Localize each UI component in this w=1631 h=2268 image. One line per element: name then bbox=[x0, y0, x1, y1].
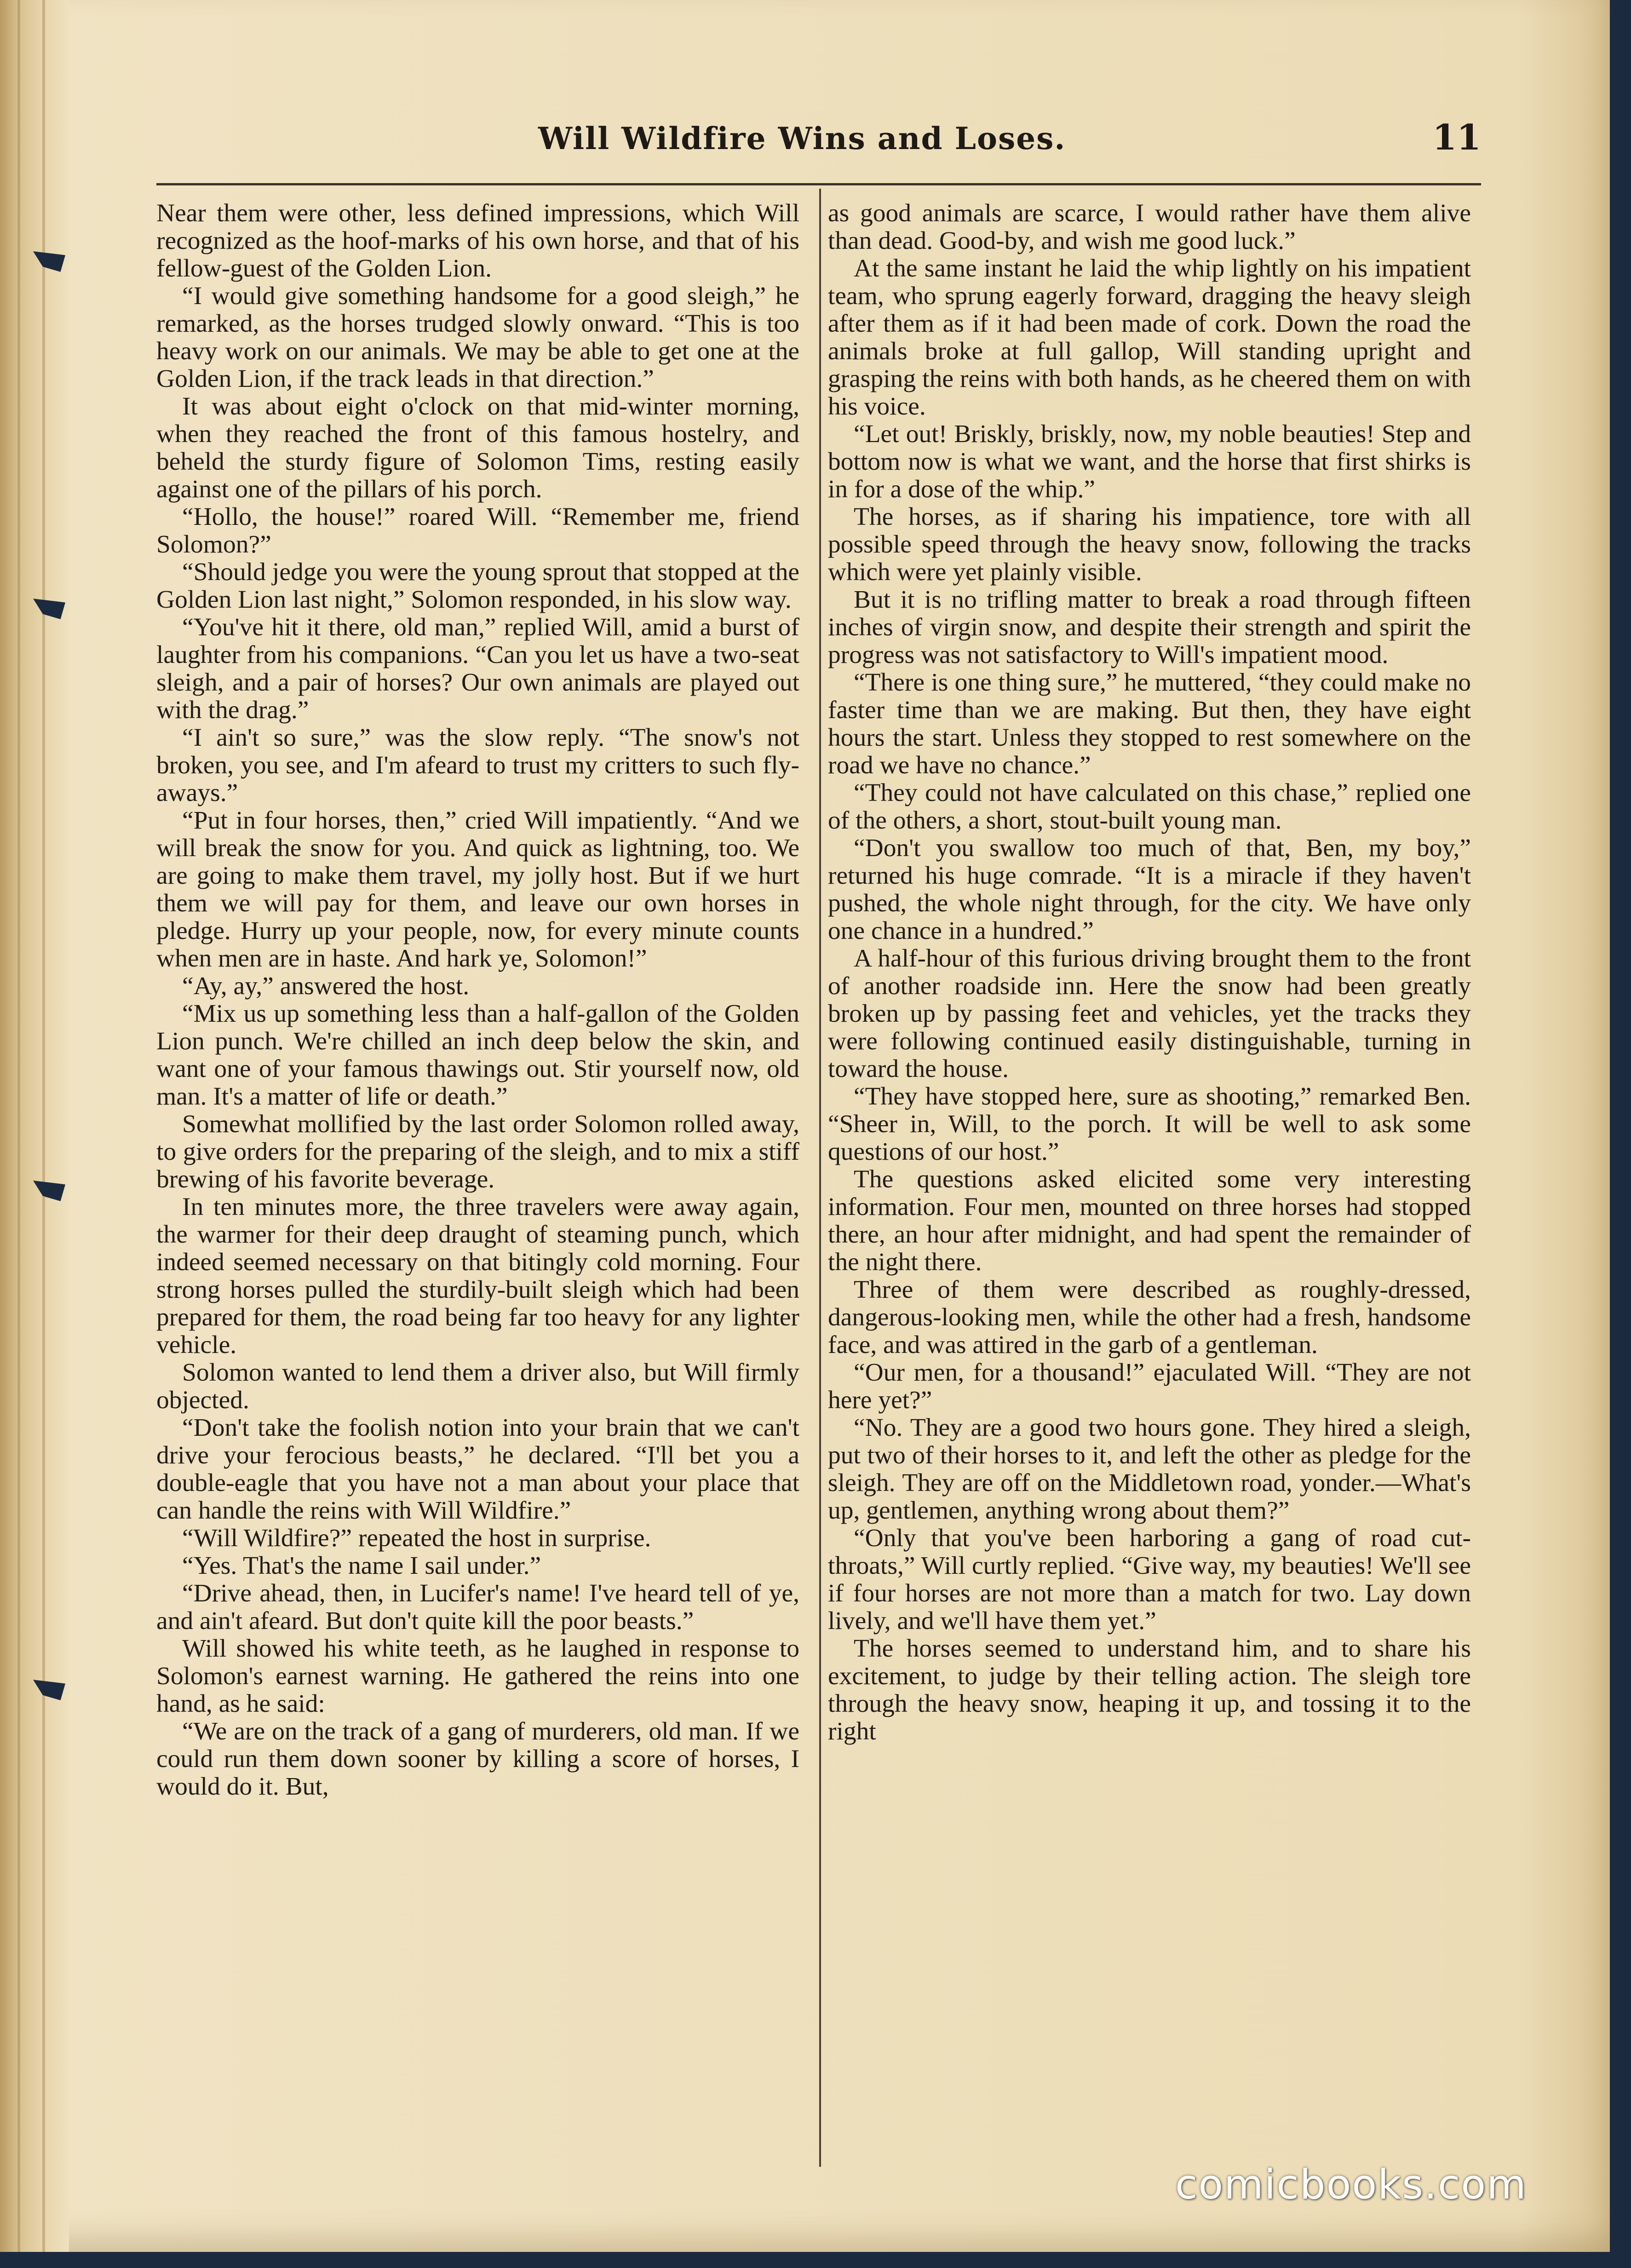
paragraph: Three of them were described as roughly-dressed, dangerous-looking men, while the other had a fresh, handsome face, and was attired in the garb of a gentleman. bbox=[828, 1276, 1471, 1359]
paragraph: Near them were other, less defined impressions, which Will recognized as the hoof-marks of his own horse, and that of his fellow-guest of the Golden Lion. bbox=[156, 199, 799, 282]
paragraph: But it is no trifling matter to break a road through fifteen inches of virgin snow, and despite their strength and spirit the progress was not satisfactory to Will's impatient mood. bbox=[828, 586, 1471, 669]
paragraph: as good animals are scarce, I would rather have them alive than dead. Good-by, and wish me good luck.” bbox=[828, 199, 1471, 255]
paragraph: “I ain't so sure,” was the slow reply. “The snow's not broken, you see, and I'm afeard to trust my critters to such fly-aways.” bbox=[156, 724, 799, 807]
left-text-column bbox=[156, 200, 799, 1801]
binding-stripe bbox=[42, 0, 45, 2252]
paragraph: At the same instant he laid the whip lightly on his impatient team, who sprung eagerly forward, dragging the heavy sleigh after them as if it had been made of cork. Down the road the animals broke at full gallop, Will standing upright and grasping the reins with both hands, as he cheered them on with his voice. bbox=[828, 254, 1471, 420]
header-rule bbox=[156, 183, 1481, 185]
paragraph: “They have stopped here, sure as shooting,” remarked Ben. “Sheer in, Will, to the porch. It will be well to ask some questions of our host.” bbox=[828, 1082, 1471, 1166]
paragraph: “Don't you swallow too much of that, Ben, my boy,” returned his huge comrade. “It is a miracle if they haven't pushed, the whole night through, for the city. We have only one chance in a hundred.” bbox=[828, 834, 1471, 945]
paragraph: “Let out! Briskly, briskly, now, my noble beauties! Step and bottom now is what we want, and the horse that first shirks is in for a dose of the whip.” bbox=[828, 420, 1471, 503]
running-title: Will Wildfire Wins and Loses. bbox=[538, 121, 1066, 156]
paragraph: “Drive ahead, then, in Lucifer's name! I've heard tell of ye, and ain't afeard. But don't quite kill the poor beasts.” bbox=[156, 1579, 799, 1635]
column-divider bbox=[819, 189, 821, 2167]
paragraph: “Hollo, the house!” roared Will. “Remember me, friend Solomon?” bbox=[156, 503, 799, 558]
paragraph: It was about eight o'clock on that mid-winter morning, when they reached the front of this famous hostelry, and beheld the sturdy figure of Solomon Tims, resting easily against one of the pillars of his porch. bbox=[156, 392, 799, 503]
page-binding-edge bbox=[0, 0, 69, 2252]
page-number: 11 bbox=[1432, 117, 1481, 158]
binding-stripe bbox=[17, 0, 20, 2252]
paragraph: Solomon wanted to lend them a driver also, but Will firmly objected. bbox=[156, 1358, 799, 1414]
paragraph: “Put in four horses, then,” cried Will impatiently. “And we will break the snow for you. And quick as lightning, too. We are going to make them travel, my jolly host. But if we hurt them we will pay for them, and leave our own horses in pledge. Hurry up your people, now, for every minute counts when men are in haste. And hark ye, Solomon!” bbox=[156, 806, 799, 973]
paragraph: The horses seemed to understand him, and to share his excitement, to judge by their telling action. The sleigh tore through the heavy snow, heaping it up, and tossing it to the right bbox=[828, 1635, 1471, 1745]
paragraph: The horses, as if sharing his impatience, tore with all possible speed through the heavy snow, following the tracks which were yet plainly visible. bbox=[828, 503, 1471, 586]
watermark: comicbooks.com bbox=[1175, 2161, 1527, 2208]
page-header bbox=[156, 117, 1481, 171]
paragraph: Somewhat mollified by the last order Solomon rolled away, to give orders for the preparing of the sleigh, and to mix a stiff brewing of his favorite beverage. bbox=[156, 1110, 799, 1193]
paragraph: “Our men, for a thousand!” ejaculated Will. “They are not here yet?” bbox=[828, 1358, 1471, 1414]
paragraph: “We are on the track of a gang of murderers, old man. If we could run them down sooner by killing a score of horses, I would do it. But, bbox=[156, 1717, 799, 1801]
paragraph: “There is one thing sure,” he muttered, “they could make no faster time than we are making. But then, they have eight hours the start. Unless they stopped to rest somewhere on the road we have no chance.” bbox=[828, 668, 1471, 779]
paragraph: In ten minutes more, the three travelers were away again, the warmer for their deep draught of steaming punch, which indeed seemed necessary on that bitingly cold morning. Four strong horses pulled the sturdily-built sleigh which had been prepared for them, the road being far too heavy for any lighter vehicle. bbox=[156, 1193, 799, 1359]
paragraph: “You've hit it there, old man,” replied Will, amid a burst of laughter from his companions. “Can you let us have a two-seat sleigh, and a pair of horses? Our own animals are played out with the drag.” bbox=[156, 613, 799, 724]
paragraph: “They could not have calculated on this chase,” replied one of the others, a short, stout-built young man. bbox=[828, 779, 1471, 835]
paragraph: Will showed his white teeth, as he laughed in response to Solomon's earnest warning. He gathered the reins into one hand, as he said: bbox=[156, 1635, 799, 1718]
paragraph: “No. They are a good two hours gone. They hired a sleigh, put two of their horses to it, and left the other as pledge for the sleigh. They are off on the Middletown road, yonder.—What's up, gentlemen, anything wrong about them?” bbox=[828, 1414, 1471, 1525]
paragraph: “Mix us up something less than a half-gallon of the Golden Lion punch. We're chilled an inch deep below the skin, and want one of your famous thawings out. Stir yourself now, old man. It's a matter of life or death.” bbox=[156, 1000, 799, 1111]
paragraph: “I would give something handsome for a good sleigh,” he remarked, as the horses trudged slowly onward. “This is too heavy work on our animals. We may be able to get one at the Golden Lion, if the track leads in that direction.” bbox=[156, 282, 799, 393]
paragraph: “Only that you've been harboring a gang of road cut-throats,” Will curtly replied. “Give way, my beauties! We'll see if four horses are not more than a match for two. Lay down lively, and we'll have them yet.” bbox=[828, 1524, 1471, 1635]
paragraph: “Don't take the foolish notion into your brain that we can't drive your ferocious beasts,” he declared. “I'll bet you a double-eagle that you have not a man about your place that can handle the reins with Will Wildfire.” bbox=[156, 1414, 799, 1525]
right-text-column bbox=[828, 200, 1471, 1745]
paragraph: “Yes. That's the name I sail under.” bbox=[182, 1552, 541, 1580]
paragraph: “Will Wildfire?” repeated the host in surprise. bbox=[182, 1524, 651, 1552]
paragraph: “Ay, ay,” answered the host. bbox=[182, 972, 470, 1000]
paragraph: “Should jedge you were the young sprout that stopped at the Golden Lion last night,” Solomon responded, in his slow way. bbox=[156, 558, 799, 614]
paragraph: The questions asked elicited some very interesting information. Four men, mounted on three horses had stopped there, an hour after midnight, and had spent the remainder of the night there. bbox=[828, 1165, 1471, 1276]
paragraph: A half-hour of this furious driving brought them to the front of another roadside inn. Here the snow had been greatly broken up by passing feet and vehicles, yet the tracks they were following continued easily distinguishable, turning in toward the house. bbox=[828, 944, 1471, 1083]
